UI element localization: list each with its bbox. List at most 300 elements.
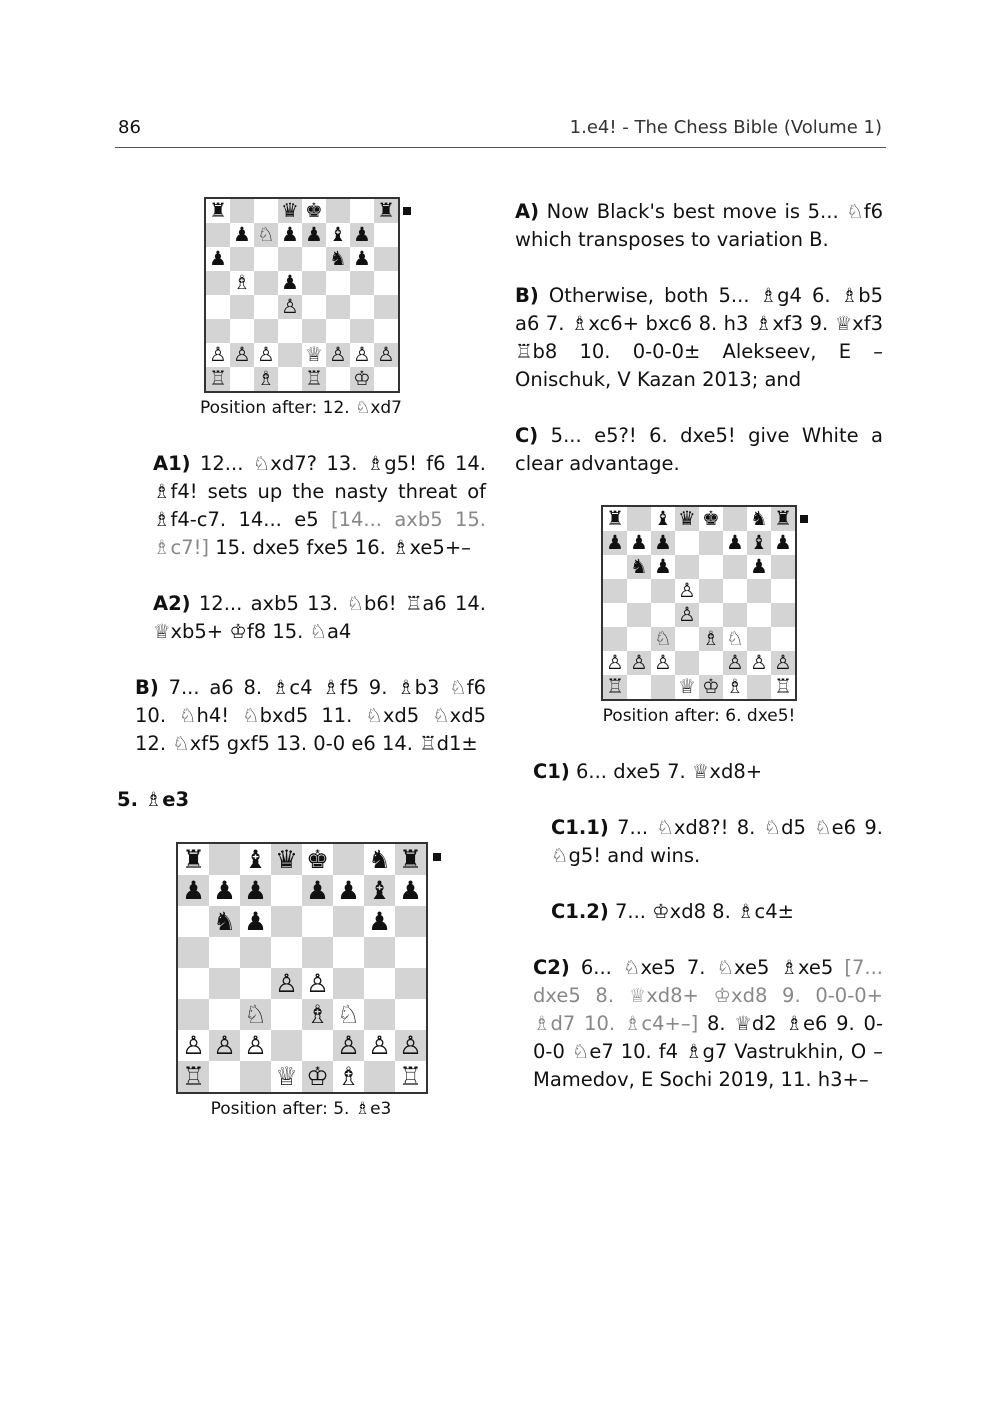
- board-square: [675, 531, 699, 555]
- board-square: [278, 247, 302, 271]
- board-square: [271, 1030, 302, 1061]
- black-rook-icon: ♜: [377, 199, 395, 223]
- board-square: [627, 579, 651, 603]
- board-square: [230, 367, 254, 391]
- white-pawn-icon: ♙: [678, 603, 696, 627]
- board-square: [395, 1030, 426, 1061]
- white-rook-icon: ♖: [606, 675, 624, 699]
- board-square: [209, 937, 240, 968]
- board-square: [230, 343, 254, 367]
- text-b: Otherwise, both 5... ♗g4 6. ♗b5 a6 7. ♗xc6+ bxc6 8. h3 ♗xf3 9. ♕xf3 ♖b8 10. 0-0-0± Alekseev, E – Onischuk, V Kazan 2013; and: [515, 284, 883, 391]
- board-square: [675, 507, 699, 531]
- board-square: [675, 555, 699, 579]
- board-square: [254, 271, 278, 295]
- text-a: Now Black's best move is 5... ♘f6 which transposes to variation B.: [515, 200, 883, 251]
- white-king-icon: ♔: [306, 1060, 329, 1091]
- board-square: [240, 844, 271, 875]
- board-square: [271, 906, 302, 937]
- board-square: [326, 247, 350, 271]
- board-square: [374, 247, 398, 271]
- board-square: [374, 367, 398, 391]
- board-square: [771, 675, 795, 699]
- board-square: [206, 247, 230, 271]
- board-square: [178, 1061, 209, 1092]
- board-square: [278, 199, 302, 223]
- black-pawn-icon: ♟: [213, 874, 236, 905]
- black-knight-icon: ♞: [630, 555, 648, 579]
- white-pawn-icon: ♙: [630, 651, 648, 675]
- board-square: [178, 999, 209, 1030]
- board-square: [651, 651, 675, 675]
- white-rook-icon: ♖: [774, 675, 792, 699]
- board-square: [350, 295, 374, 319]
- board-square: [699, 651, 723, 675]
- black-knight-icon: ♞: [750, 507, 768, 531]
- black-pawn-icon: ♟: [337, 874, 360, 905]
- black-pawn-icon: ♟: [630, 531, 648, 555]
- board-square: [271, 875, 302, 906]
- black-pawn-icon: ♟: [353, 247, 371, 271]
- board-square: [333, 1030, 364, 1061]
- board-square: [350, 343, 374, 367]
- board-square: [240, 968, 271, 999]
- board-square: [364, 1030, 395, 1061]
- board-square: [254, 247, 278, 271]
- board-square: [699, 603, 723, 627]
- white-pawn-icon: ♙: [281, 295, 299, 319]
- text-c2: 6... ♘xe5 7. ♘xe5 ♗xe5: [569, 956, 845, 979]
- board-square: [302, 937, 333, 968]
- board-square: [364, 875, 395, 906]
- white-bishop-icon: ♗: [726, 675, 744, 699]
- board-square: [209, 968, 240, 999]
- white-pawn-icon: ♙: [399, 1029, 422, 1060]
- book-title: 1.e4! - The Chess Bible (Volume 1): [569, 117, 882, 138]
- board-square: [240, 906, 271, 937]
- board-square: [374, 319, 398, 343]
- white-knight-icon: ♘: [257, 223, 275, 247]
- board-square: [206, 319, 230, 343]
- white-pawn-icon: ♙: [678, 579, 696, 603]
- white-bishop-icon: ♗: [702, 627, 720, 651]
- white-pawn-icon: ♙: [726, 651, 744, 675]
- black-rook-icon: ♜: [606, 507, 624, 531]
- white-pawn-icon: ♙: [182, 1029, 205, 1060]
- label-b-left: B): [135, 676, 159, 699]
- chess-board-2: [601, 505, 797, 701]
- board-square: [206, 295, 230, 319]
- board-square: [603, 531, 627, 555]
- board-square: [747, 651, 771, 675]
- black-knight-icon: ♞: [368, 843, 391, 874]
- board-square: [651, 507, 675, 531]
- header-rule: [115, 147, 886, 148]
- board-square: [240, 937, 271, 968]
- text-c1: 6... dxe5 7. ♕xd8+: [569, 760, 763, 783]
- board-square: [364, 937, 395, 968]
- black-pawn-icon: ♟: [305, 223, 323, 247]
- black-pawn-icon: ♟: [306, 874, 329, 905]
- label-a1: A1): [153, 452, 191, 475]
- board-square: [675, 675, 699, 699]
- white-pawn-icon: ♙: [329, 343, 347, 367]
- variation-c2: [533, 954, 883, 1094]
- board-square: [374, 295, 398, 319]
- black-pawn-icon: ♟: [750, 555, 768, 579]
- board-square: [230, 319, 254, 343]
- board-square: [302, 906, 333, 937]
- board-square: [209, 844, 240, 875]
- board-square: [699, 579, 723, 603]
- white-bishop-icon: ♗: [337, 1060, 360, 1091]
- board-square: [178, 844, 209, 875]
- board-square: [230, 223, 254, 247]
- board-square: [651, 603, 675, 627]
- board-square: [747, 531, 771, 555]
- board-square: [699, 627, 723, 651]
- board-square: [675, 603, 699, 627]
- board-square: [395, 875, 426, 906]
- board-square: [747, 603, 771, 627]
- chess-board-3: [176, 842, 428, 1094]
- board-square: [747, 627, 771, 651]
- board-square: [230, 199, 254, 223]
- black-king-icon: ♚: [305, 199, 323, 223]
- board-square: [395, 968, 426, 999]
- white-king-icon: ♔: [702, 675, 720, 699]
- black-pawn-icon: ♟: [353, 223, 371, 247]
- board-square: [278, 223, 302, 247]
- board-square: [374, 343, 398, 367]
- board-square: [723, 579, 747, 603]
- board-square: [271, 937, 302, 968]
- white-bishop-icon: ♗: [306, 998, 329, 1029]
- board-square: [771, 507, 795, 531]
- white-pawn-icon: ♙: [377, 343, 395, 367]
- board-square: [350, 367, 374, 391]
- black-rook-icon: ♜: [399, 843, 422, 874]
- board-square: [302, 223, 326, 247]
- board-square: [651, 675, 675, 699]
- white-king-icon: ♔: [353, 367, 371, 391]
- variation-c12: [551, 898, 883, 926]
- board-square: [333, 1061, 364, 1092]
- black-queen-icon: ♛: [281, 199, 299, 223]
- board-square: [178, 906, 209, 937]
- board-square: [230, 271, 254, 295]
- board-square: [302, 271, 326, 295]
- black-pawn-icon: ♟: [244, 874, 267, 905]
- white-rook-icon: ♖: [182, 1060, 205, 1091]
- board-square: [747, 555, 771, 579]
- board-square: [395, 1061, 426, 1092]
- board-square: [178, 875, 209, 906]
- board-square: [209, 906, 240, 937]
- black-bishop-icon: ♝: [329, 223, 347, 247]
- label-c2: C2): [533, 956, 570, 979]
- sideline-c2: [7... dxe5 8. ♕xd8+ ♔xd8 9. 0-0-0+ ♗d7 10. ♗c4+–]: [533, 956, 883, 1035]
- board-square: [302, 247, 326, 271]
- board-square: [675, 627, 699, 651]
- board-square: [627, 603, 651, 627]
- board-square: [651, 579, 675, 603]
- black-pawn-icon: ♟: [244, 905, 267, 936]
- white-knight-icon: ♘: [726, 627, 744, 651]
- board-square: [302, 1061, 333, 1092]
- variation-a: [515, 198, 883, 254]
- board-square: [278, 319, 302, 343]
- board-square: [699, 531, 723, 555]
- board-square: [627, 555, 651, 579]
- label-c1: C1): [533, 760, 570, 783]
- text-a1: 12... ♘xd7? 13. ♗g5! f6 14. ♗f4! sets up the nasty threat of ♗f4-c7. 14... e5: [153, 452, 486, 531]
- board-square: [603, 627, 627, 651]
- board-square: [240, 1030, 271, 1061]
- board-square: [723, 507, 747, 531]
- text-c11: 7... ♘xd8?! 8. ♘d5 ♘e6 9. ♘g5! and wins.: [551, 816, 883, 867]
- board-square: [326, 295, 350, 319]
- black-pawn-icon: ♟: [774, 531, 792, 555]
- board-square: [364, 999, 395, 1030]
- board-square: [627, 651, 651, 675]
- black-bishop-icon: ♝: [654, 507, 672, 531]
- text-b-left: 7... a6 8. ♗c4 ♗f5 9. ♗b3 ♘f6 10. ♘h4! ♘bxd5 11. ♘xd5 ♘xd5 12. ♘xf5 gxf5 13. 0-0 e6 14. ♖d1±: [135, 676, 486, 755]
- black-bishop-icon: ♝: [368, 874, 391, 905]
- board-square: [771, 579, 795, 603]
- black-queen-icon: ♛: [275, 843, 298, 874]
- text-c2-end: 8. ♕d2 ♗e6 9. 0-0-0 ♘e7 10. f4 ♗g7 Vastrukhin, O – Mamedov, E Sochi 2019, 11. h3+–: [533, 1012, 883, 1091]
- black-rook-icon: ♜: [774, 507, 792, 531]
- black-rook-icon: ♜: [182, 843, 205, 874]
- white-knight-icon: ♘: [244, 998, 267, 1029]
- board-square: [278, 343, 302, 367]
- black-bishop-icon: ♝: [244, 843, 267, 874]
- main-move-5: 5. ♗e3: [117, 788, 190, 811]
- board-square: [178, 937, 209, 968]
- board-square: [206, 343, 230, 367]
- to-move-marker-2: [800, 515, 808, 523]
- white-pawn-icon: ♙: [337, 1029, 360, 1060]
- board-square: [364, 968, 395, 999]
- board-square: [333, 906, 364, 937]
- white-pawn-icon: ♙: [774, 651, 792, 675]
- black-pawn-icon: ♟: [281, 271, 299, 295]
- sideline-a1: [14... axb5 15. ♗c7!]: [153, 508, 486, 559]
- board-square: [230, 247, 254, 271]
- white-queen-icon: ♕: [305, 343, 323, 367]
- board-square: [603, 555, 627, 579]
- white-pawn-icon: ♙: [368, 1029, 391, 1060]
- board-square: [209, 999, 240, 1030]
- board-square: [302, 343, 326, 367]
- black-pawn-icon: ♟: [368, 905, 391, 936]
- board-square: [675, 651, 699, 675]
- text-c: 5... e5?! 6. dxe5! give White a clear advantage.: [515, 424, 883, 475]
- board-square: [699, 675, 723, 699]
- board-square: [333, 937, 364, 968]
- black-pawn-icon: ♟: [606, 531, 624, 555]
- board-square: [178, 1030, 209, 1061]
- board-square: [651, 555, 675, 579]
- board-square: [771, 627, 795, 651]
- board-square: [771, 531, 795, 555]
- chess-board-1: [204, 197, 400, 393]
- board-square: [209, 1030, 240, 1061]
- black-knight-icon: ♞: [329, 247, 347, 271]
- black-pawn-icon: ♟: [209, 247, 227, 271]
- board-square: [603, 651, 627, 675]
- board-square: [747, 507, 771, 531]
- variation-b: [515, 282, 883, 394]
- black-pawn-icon: ♟: [182, 874, 205, 905]
- text-c12: 7... ♔xd8 8. ♗c4±: [608, 900, 794, 923]
- board-square: [302, 319, 326, 343]
- board-square: [350, 271, 374, 295]
- board-square: [271, 968, 302, 999]
- white-pawn-icon: ♙: [257, 343, 275, 367]
- board-square: [699, 555, 723, 579]
- white-pawn-icon: ♙: [750, 651, 768, 675]
- board-square: [723, 627, 747, 651]
- board-square: [278, 367, 302, 391]
- white-rook-icon: ♖: [209, 367, 227, 391]
- board-square: [333, 968, 364, 999]
- board-square: [395, 906, 426, 937]
- board-square: [302, 295, 326, 319]
- board-square: [302, 844, 333, 875]
- board-square: [240, 999, 271, 1030]
- board-square: [771, 603, 795, 627]
- board-square: [350, 247, 374, 271]
- board-square: [209, 1061, 240, 1092]
- black-king-icon: ♚: [306, 843, 329, 874]
- black-pawn-icon: ♟: [654, 531, 672, 555]
- board-square: [326, 343, 350, 367]
- white-pawn-icon: ♙: [654, 651, 672, 675]
- variation-c11: [551, 814, 883, 870]
- board-square: [350, 223, 374, 247]
- black-pawn-icon: ♟: [726, 531, 744, 555]
- black-pawn-icon: ♟: [399, 874, 422, 905]
- variation-a2: [153, 590, 486, 646]
- board-square: [254, 199, 278, 223]
- white-pawn-icon: ♙: [275, 967, 298, 998]
- board-square: [254, 319, 278, 343]
- white-pawn-icon: ♙: [244, 1029, 267, 1060]
- board-square: [206, 271, 230, 295]
- board-square: [230, 295, 254, 319]
- board-square: [206, 367, 230, 391]
- label-b: B): [515, 284, 539, 307]
- board-square: [278, 271, 302, 295]
- board-square: [326, 367, 350, 391]
- board-square: [395, 844, 426, 875]
- black-pawn-icon: ♟: [281, 223, 299, 247]
- board-square: [240, 1061, 271, 1092]
- board-square: [326, 223, 350, 247]
- board-square: [302, 999, 333, 1030]
- board-square: [699, 507, 723, 531]
- variation-a1: [153, 450, 486, 562]
- board-square: [271, 1061, 302, 1092]
- label-c12: C1.2): [551, 900, 609, 923]
- board-square: [627, 675, 651, 699]
- board-square: [254, 223, 278, 247]
- board-square: [651, 531, 675, 555]
- board-square: [302, 1030, 333, 1061]
- board-square: [333, 999, 364, 1030]
- board-2-caption: Position after: 6. dxe5!: [602, 706, 796, 726]
- board-square: [271, 844, 302, 875]
- board-square: [350, 199, 374, 223]
- white-rook-icon: ♖: [399, 1060, 422, 1091]
- black-rook-icon: ♜: [209, 199, 227, 223]
- black-knight-icon: ♞: [213, 905, 236, 936]
- board-square: [723, 603, 747, 627]
- white-knight-icon: ♘: [654, 627, 672, 651]
- board-square: [254, 295, 278, 319]
- text-a1-end: 15. dxe5 fxe5 16. ♗xe5+–: [209, 536, 471, 559]
- label-c11: C1.1): [551, 816, 609, 839]
- white-pawn-icon: ♙: [209, 343, 227, 367]
- page-number: 86: [118, 117, 141, 138]
- board-square: [278, 295, 302, 319]
- variation-b-left: [135, 674, 486, 758]
- board-square: [254, 343, 278, 367]
- board-square: [723, 675, 747, 699]
- board-square: [723, 651, 747, 675]
- to-move-marker-1: [403, 207, 411, 215]
- board-square: [395, 937, 426, 968]
- board-square: [723, 555, 747, 579]
- board-square: [603, 579, 627, 603]
- board-square: [364, 1061, 395, 1092]
- board-square: [747, 579, 771, 603]
- black-pawn-icon: ♟: [233, 223, 251, 247]
- board-square: [364, 906, 395, 937]
- black-king-icon: ♚: [702, 507, 720, 531]
- board-square: [206, 223, 230, 247]
- white-knight-icon: ♘: [337, 998, 360, 1029]
- board-square: [651, 627, 675, 651]
- white-bishop-icon: ♗: [257, 367, 275, 391]
- board-square: [333, 875, 364, 906]
- board-square: [771, 651, 795, 675]
- label-a: A): [515, 200, 540, 223]
- black-queen-icon: ♛: [678, 507, 696, 531]
- white-pawn-icon: ♙: [353, 343, 371, 367]
- board-square: [333, 844, 364, 875]
- board-square: [240, 875, 271, 906]
- board-square: [302, 875, 333, 906]
- board-square: [627, 627, 651, 651]
- board-square: [603, 675, 627, 699]
- label-c: C): [515, 424, 539, 447]
- board-square: [723, 531, 747, 555]
- board-square: [350, 319, 374, 343]
- white-pawn-icon: ♙: [606, 651, 624, 675]
- white-bishop-icon: ♗: [233, 271, 251, 295]
- white-pawn-icon: ♙: [233, 343, 251, 367]
- board-square: [395, 999, 426, 1030]
- board-square: [302, 367, 326, 391]
- board-square: [374, 199, 398, 223]
- board-square: [326, 319, 350, 343]
- board-square: [603, 507, 627, 531]
- black-pawn-icon: ♟: [654, 555, 672, 579]
- board-square: [627, 531, 651, 555]
- board-square: [326, 271, 350, 295]
